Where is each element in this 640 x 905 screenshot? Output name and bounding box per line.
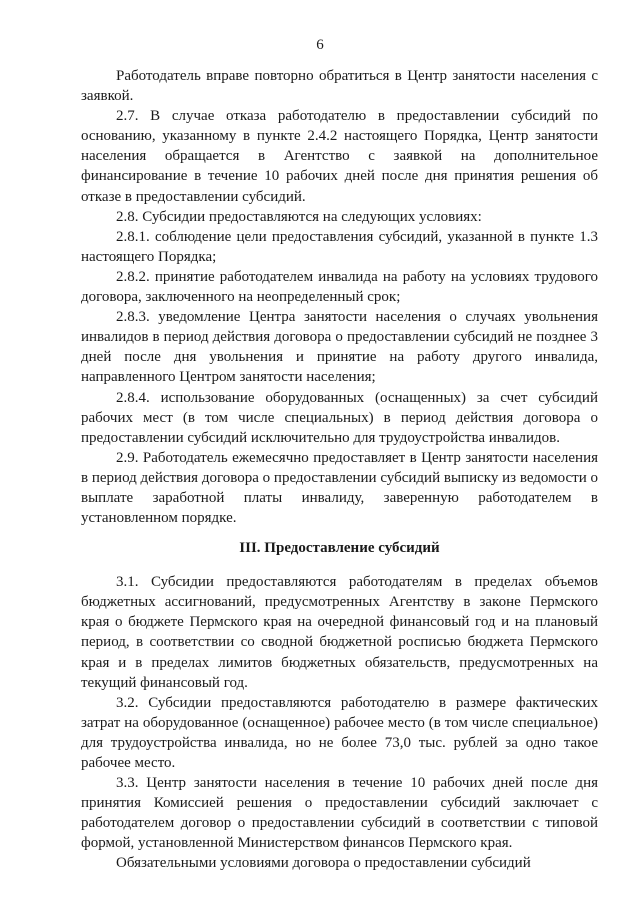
paragraph-2-8-2: 2.8.2. принятие работодателем инвалида на работу на условиях трудового договора, заключенного на неопределенный срок; <box>81 268 598 306</box>
paragraph-reapply: Работодатель вправе повторно обратиться в Центр занятости населения с заявкой. <box>81 68 598 105</box>
paragraph-3-3: 3.3. Центр занятости населения в течение 10 рабочих дней после дня принятия Комиссией решения о предоставлении субсидий заключает с работодателем договор о предоставлении субсидий в соответствии с типовой формой, установленной Министерством финансов Пермского края. <box>81 775 598 852</box>
paragraph-2-8-3: 2.8.3. уведомление Центра занятости населения о случаях увольнения инвалидов в период действия договора о предоставлении субсидий не позднее 3 дней после дня увольнения и принятие на работу другого инвалида, направленного Центром занятости населения; <box>81 309 598 386</box>
paragraph-mandatory-conditions: Обязательными условиями договора о предоставлении субсидий <box>116 855 531 872</box>
paragraph-3-2: 3.2. Субсидии предоставляются работодателю в размере фактических затрат на оборудованное (оснащенное) рабочее место (в том числе специальное) для трудоустройства инвалида, но не более 73,0 тыс. рублей за одно такое рабочее место. <box>81 694 598 771</box>
paragraph-2-9: 2.9. Работодатель ежемесячно предоставляет в Центр занятости населения в период действия договора о предоставлении субсидий выписку из ведомости о выплате заработной платы инвалиду, заверенную работодателем в установленном порядке. <box>81 449 598 527</box>
paragraph-3-1: 3.1. Субсидии предоставляются работодателям в пределах объемов бюджетных ассигнований, предусмотренных Агентству в законе Пермского края о бюджете Пермского края на очередной финансовый год и на плановый период, в соответствии со сводной бюджетной росписью бюджета Пермского края и в пределах лимитов бюджетных обязательств, предусмотренных на текущий финансовый год. <box>81 574 598 691</box>
paragraph-2-8: 2.8. Субсидии предоставляются на следующих условиях: <box>116 208 482 225</box>
paragraph-2-8-1: 2.8.1. соблюдение цели предоставления субсидий, указанной в пункте 1.3 настоящего Порядка; <box>81 228 598 265</box>
paragraph-2-8-4: 2.8.4. использование оборудованных (оснащенных) за счет субсидий рабочих мест (в том числе специальных) в период действия договора о предоставлении субсидий исключительно для трудоустройства инвалидов. <box>81 389 598 446</box>
document-body <box>81 66 598 874</box>
page-number: 6 <box>316 37 324 53</box>
paragraph-2-7: 2.7. В случае отказа работодателю в предоставлении субсидий по основанию, указанному в пункте 2.4.2 настоящего Порядка, Центр занятости населения обращается в Агентство с заявкой на дополнительное финансирование в течение 10 рабочих дней после дня принятия решения об отказе в предоставлении субсидий. <box>81 108 598 205</box>
section-heading: III. Предоставление субсидий <box>239 540 440 557</box>
